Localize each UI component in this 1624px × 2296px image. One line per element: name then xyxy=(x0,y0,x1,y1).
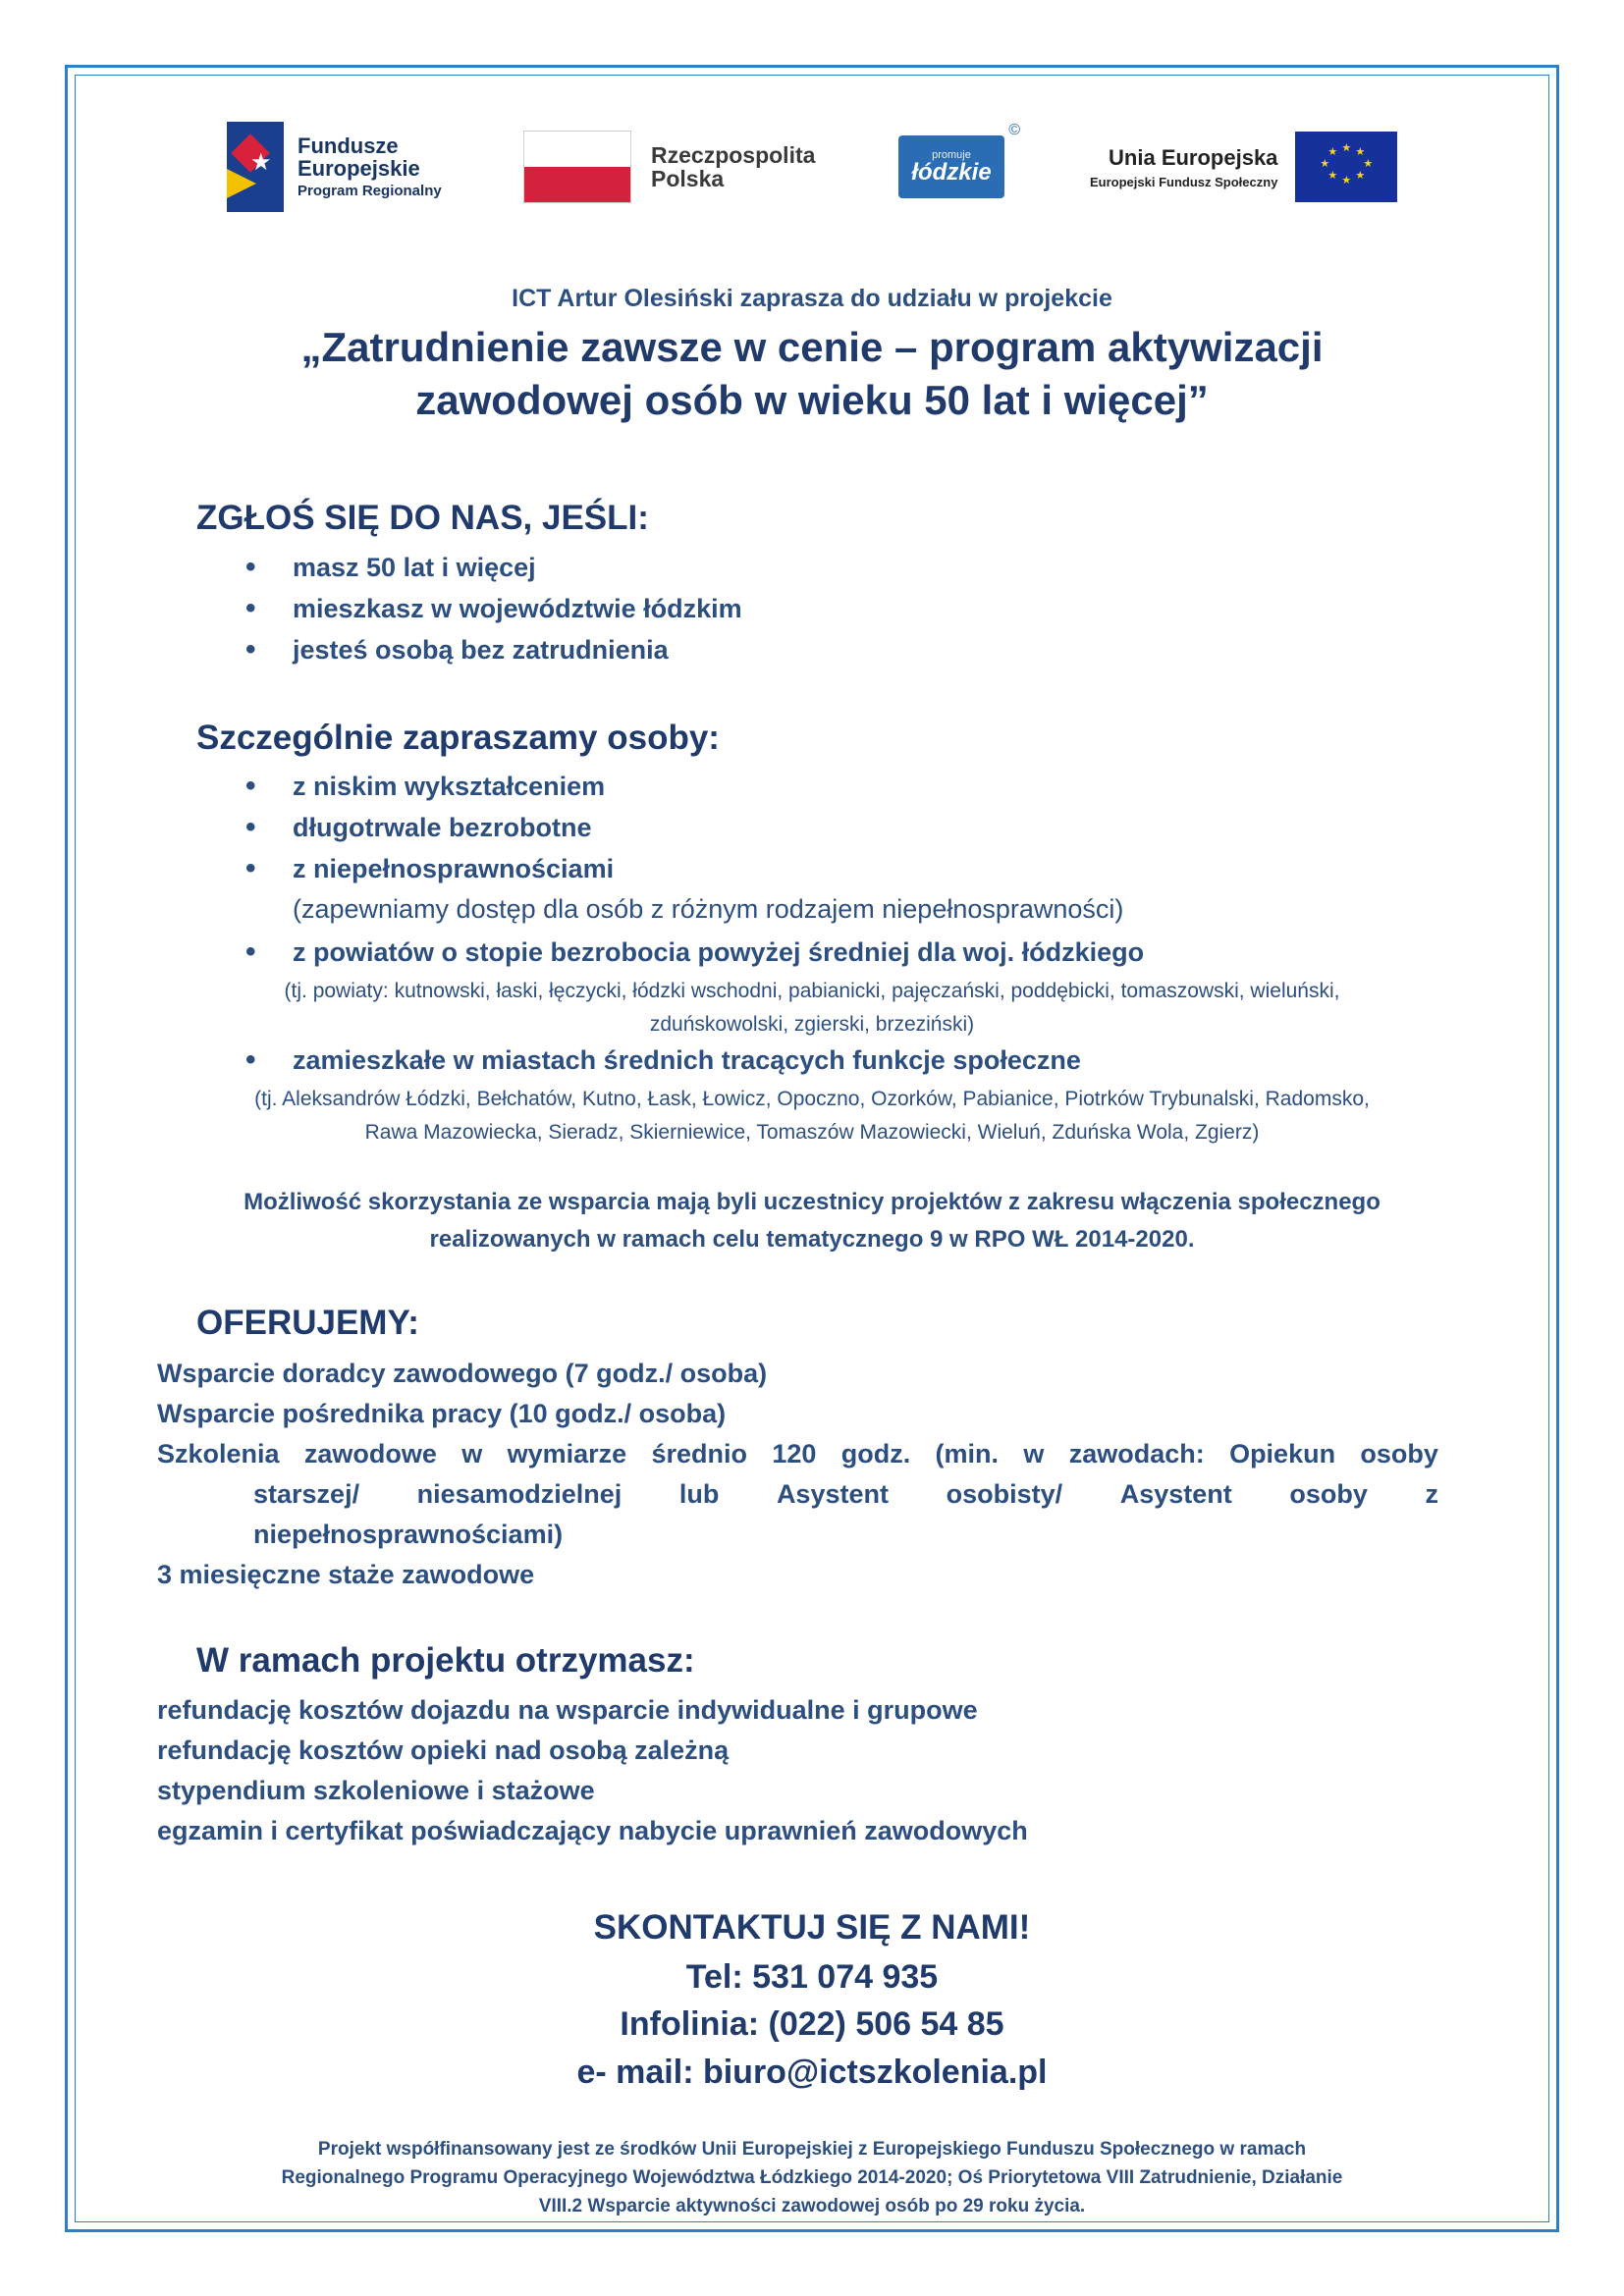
offer-word: w xyxy=(461,1439,483,1468)
offer-word: Opiekun xyxy=(1229,1439,1336,1468)
ue-logo-line1: Unia Europejska xyxy=(1109,144,1278,170)
fundusze-europejskie-logo xyxy=(227,118,442,216)
rp-logo-line2: Polska xyxy=(651,166,725,191)
priority-item-powiaty: • z powiatów o stopie bezrobocia powyżej średniej dla woj. łódzkiego xyxy=(293,937,1144,968)
copyright-icon: © xyxy=(1008,122,1020,138)
eligibility-note xyxy=(98,1184,1526,1258)
benefit-item: stypendium szkoleniowe i stażowe xyxy=(157,1776,595,1805)
eu-flag-icon: ★ ★ ★ ★ ★ ★ ★ ★ xyxy=(1295,132,1397,202)
priority-item-cities: • zamieszkałe w miastach średnich tracących funkcje społeczne xyxy=(293,1045,1081,1076)
offer-item: Wsparcie pośrednika pracy (10 godz./ osoba) xyxy=(157,1399,727,1428)
offer-word: zawodach: xyxy=(1068,1439,1205,1468)
offer-word: osoby xyxy=(1289,1479,1368,1509)
priority-item: • z niepełnosprawnościami xyxy=(293,854,614,884)
project-title-line1: „Zatrudnienie zawsze w cenie – program aktywizacji xyxy=(300,324,1324,370)
offer-word: (min. xyxy=(935,1439,1000,1468)
logo-bar xyxy=(221,118,1438,216)
offer-item: Wsparcie doradcy zawodowego (7 godz./ osoba) xyxy=(157,1359,768,1388)
offer-word: niesamodzielnej xyxy=(416,1479,623,1509)
offer-word: Szkolenia xyxy=(157,1439,280,1468)
powiaty-list-line2: zduńskowolski, zgierski, brzeziński) xyxy=(649,1013,975,1036)
offer-word: zawodowe xyxy=(303,1439,437,1468)
eligibility-item: • masz 50 lat i więcej xyxy=(293,553,536,583)
cities-list xyxy=(98,1083,1526,1149)
funding-footer xyxy=(98,2135,1526,2220)
eligibility-note-line1: Możliwość skorzystania ze wsparcia mają byli uczestnicy projektów z zakresu włączenia społecznego xyxy=(244,1189,1380,1215)
funding-footer-line1: Projekt współfinansowany jest ze środków Unii Europejskiej z Europejskiego Funduszu Społecznego w ramach xyxy=(317,2139,1307,2160)
offer-word: godz. xyxy=(840,1439,911,1468)
contact-phone: Tel: 531 074 935 xyxy=(685,1958,939,1996)
ue-logo-line2: Europejski Fundusz Społeczny xyxy=(1090,174,1278,189)
funding-footer-line3: VIII.2 Wsparcie aktywności zawodowej osób po 29 roku życia. xyxy=(538,2196,1086,2216)
offer-item: 3 miesięczne staże zawodowe xyxy=(157,1560,535,1589)
priority-item: • z niskim wykształceniem xyxy=(293,772,605,802)
polish-flag-icon xyxy=(523,131,631,203)
eligibility-item: • jesteś osobą bez zatrudnienia xyxy=(293,635,669,666)
invitation-line: ICT Artur Olesiński zaprasza do udziału w projekcie xyxy=(512,285,1112,312)
offer-word: starszej/ xyxy=(253,1479,360,1509)
benefits-heading: W ramach projektu otrzymasz: xyxy=(196,1641,695,1680)
offer-item-training-line2 xyxy=(253,1479,1438,1510)
fe-logo-line3: Program Regionalny xyxy=(298,183,442,200)
contact-heading: SKONTAKTUJ SIĘ Z NAMI! xyxy=(593,1908,1031,1947)
cities-list-line1: (tj. Aleksandrów Łódzki, Bełchatów, Kutno, Łask, Łowicz, Opoczno, Ozorków, Pabianice, Piotrków Trybunalski, Radomsko, xyxy=(254,1088,1370,1110)
priority-heading: Szczególnie zapraszamy osoby: xyxy=(196,719,720,757)
fe-logo-line2: Europejskie xyxy=(298,156,420,182)
lodzkie-logo-big: łódzkie xyxy=(911,159,992,186)
rzeczpospolita-polska-logo xyxy=(523,118,815,216)
powiaty-list xyxy=(98,975,1526,1041)
contact-hotline: Infolinia: (022) 506 54 85 xyxy=(620,2005,1004,2043)
offer-word: w xyxy=(1023,1439,1045,1468)
offer-word: 120 xyxy=(772,1439,817,1468)
eligibility-item: • mieszkasz w województwie łódzkim xyxy=(293,594,742,624)
benefit-item: egzamin i certyfikat poświadczający nabycie uprawnień zawodowych xyxy=(157,1816,1028,1845)
benefit-item: refundację kosztów opieki nad osobą zależną xyxy=(157,1735,730,1765)
rp-logo-line1: Rzeczpospolita xyxy=(651,141,816,168)
offer-word: osoby xyxy=(1360,1439,1438,1468)
offer-item-training-line1 xyxy=(157,1439,1438,1469)
unia-europejska-logo xyxy=(1090,118,1397,216)
benefit-item: refundację kosztów dojazdu na wsparcie indywidualne i grupowe xyxy=(157,1695,978,1725)
disability-note: (zapewniamy dostęp dla osób z różnym rodzajem niepełnosprawności) xyxy=(293,894,1124,924)
promuje-lodzkie-logo xyxy=(898,118,1020,216)
offer-item-training-line3: niepełnosprawnościami) xyxy=(253,1520,564,1549)
fe-logo-line1: Fundusze xyxy=(298,133,399,159)
priority-item: • długotrwale bezrobotne xyxy=(293,813,592,843)
lodzkie-logo-small: promuje xyxy=(932,149,971,161)
cities-list-line2: Rawa Mazowiecka, Sieradz, Skierniewice, Tomaszów Mazowiecki, Wieluń, Zduńska Wola, Zgierz) xyxy=(364,1121,1260,1144)
eligibility-note-line2: realizowanych w ramach celu tematycznego 9 w RPO WŁ 2014-2020. xyxy=(429,1226,1195,1253)
project-title xyxy=(98,321,1526,427)
offer-word: średnio xyxy=(651,1439,747,1468)
powiaty-list-line1: (tj. powiaty: kutnowski, łaski, łęczycki, łódzki wschodni, pabianicki, pajęczański, poddębicki, tomaszowski, wieluński, xyxy=(284,980,1340,1002)
contact-email: e- mail: biuro@ictszkolenia.pl xyxy=(576,2054,1048,2091)
offer-heading: OFERUJEMY: xyxy=(196,1304,419,1342)
eligibility-heading: ZGŁOŚ SIĘ DO NAS, JEŚLI: xyxy=(196,499,649,537)
fundusze-europejskie-emblem: ★ xyxy=(227,122,284,212)
funding-footer-line2: Regionalnego Programu Operacyjnego Województwa Łódzkiego 2014-2020; Oś Priorytetowa VIII Zatrudnienie, Działanie xyxy=(281,2167,1343,2188)
offer-word: wymiarze xyxy=(507,1439,627,1468)
offer-word: z xyxy=(1425,1479,1438,1509)
offer-word: osobisty/ xyxy=(946,1479,1063,1509)
offer-word: Asystent xyxy=(776,1479,889,1509)
offer-word: lub xyxy=(678,1479,720,1509)
offer-word: Asystent xyxy=(1119,1479,1232,1509)
project-title-line2: zawodowej osób w wieku 50 lat i więcej” xyxy=(415,377,1209,423)
